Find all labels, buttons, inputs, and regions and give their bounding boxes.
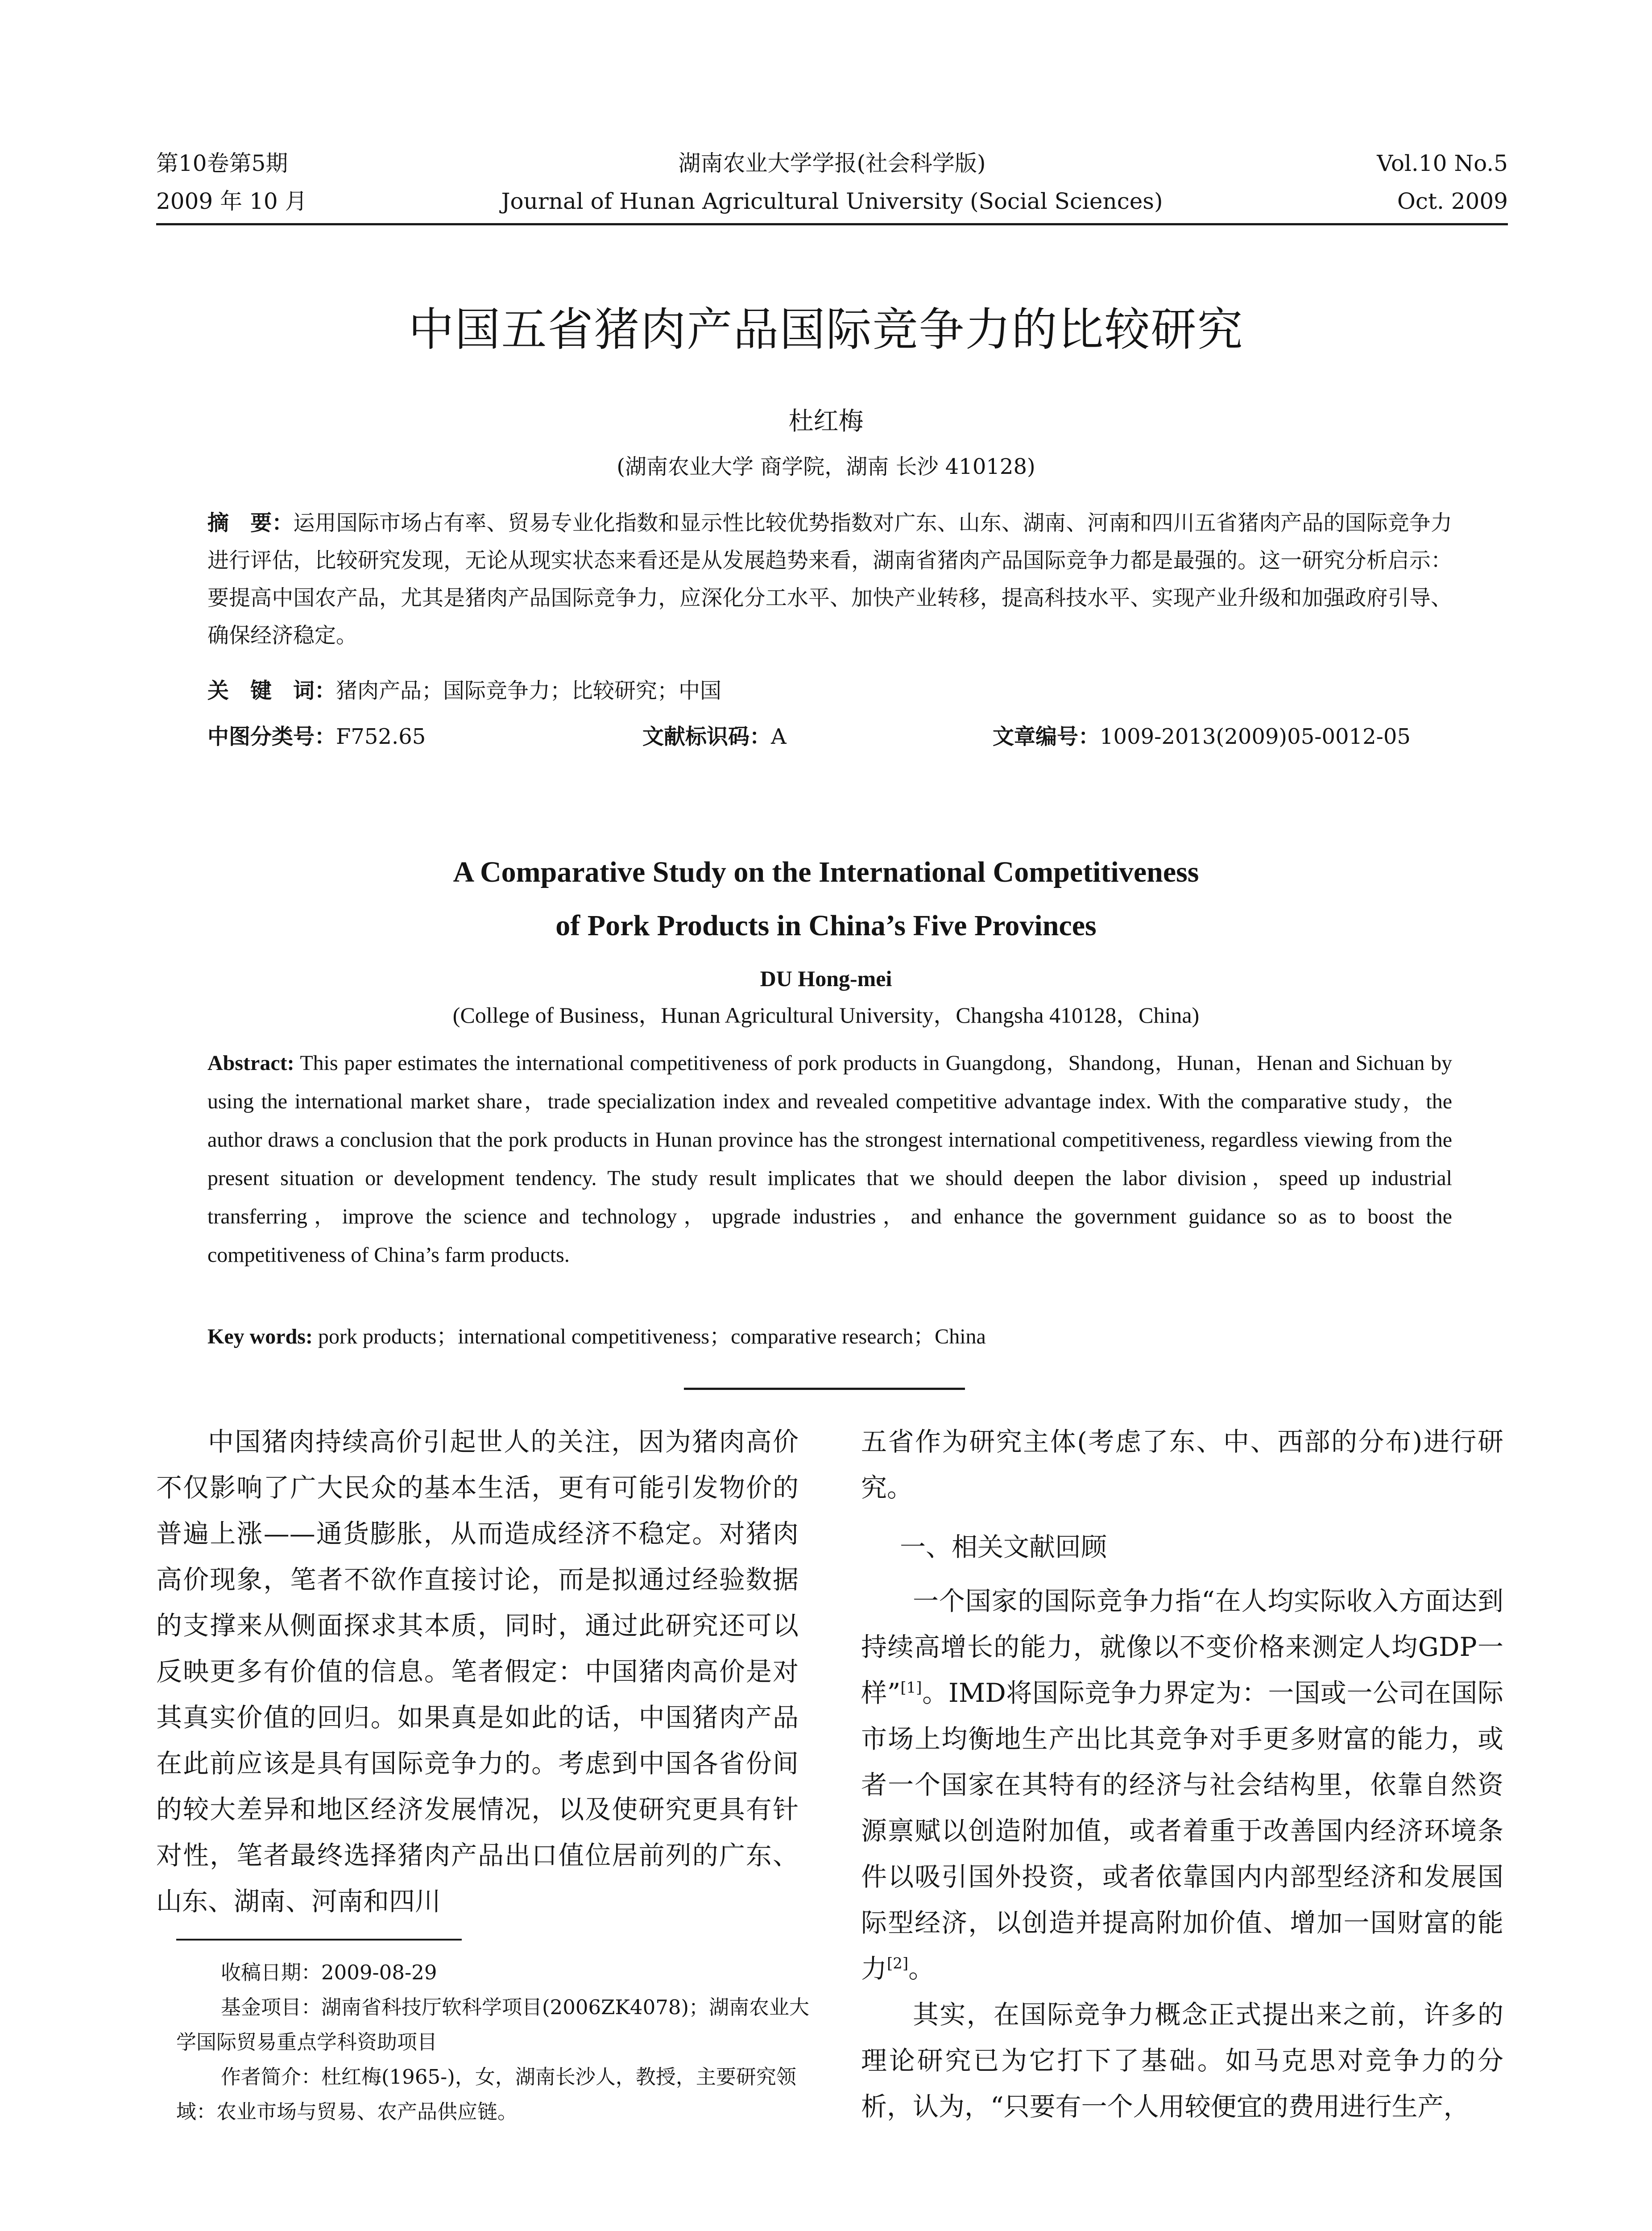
article-number-value: 1009-2013(2009)05-0012-05: [1100, 724, 1411, 749]
document-code-label: 文献标识码：: [642, 724, 771, 749]
paragraph-text-b: 。IMD将国际竞争力界定为：一国或一公司在国际市场上均衡地生产出比其竞争对手更多财富的能力，或者一个国家在其特有的经济与社会结构里，依靠自然资源禀赋以创造附加值，或者着重于改善国内经济环境条件以吸引国外投资，或者依靠国内内部型经济和发展国际型经济，以创造并提高附加价值、增加一国财富的能力: [861, 1678, 1503, 1984]
keywords-text-cn: 猪肉产品；国际竞争力；比较研究；中国: [336, 678, 722, 703]
footnote-received-date: 收稿日期：2009-08-29: [221, 1961, 437, 1984]
document-code: [642, 721, 787, 753]
abstract-text-cn: 运用国际市场占有率、贸易专业化指数和显示性比较优势指数对广东、山东、湖南、河南和四川五省猪肉产品的国际竞争力进行评估，比较研究发现，无论从现实状态来看还是从发展趋势来看，湖南省猪肉产品国际竞争力都是最强的。这一研究分析启示：要提高中国农产品，尤其是猪肉产品国际竞争力，应深化分工水平、加快产业转移，提高科技水平、实现产业升级和加强政府引导、确保经济稳定。: [207, 510, 1452, 648]
paragraph-competitiveness-definition: [861, 1578, 1503, 1992]
intro-paragraph: 中国猪肉持续高价引起世人的关注，因为猪肉高价不仅影响了广大民众的基本生活，更有可能引发物价的普遍上涨——通货膨胀，从而造成经济不稳定。对猪肉高价现象，笔者不欲作直接讨论，而是拟通过经验数据的支撑来从侧面探求其本质，同时，通过此研究还可以反映更多有价值的信息。笔者假定：中国猪肉高价是对其真实价值的回归。如果真是如此的话，中国猪肉产品在此前应该是具有国际竞争力的。考虑到中国各省份间的较大差异和地区经济发展情况，以及使研究更具有针对性，笔者最终选择猪肉产品出口值位居前列的广东、山东、湖南、河南和四川: [156, 1427, 799, 1916]
keywords-label-cn: 关 键 词：: [207, 678, 336, 703]
header-rule: [156, 223, 1508, 225]
body-left-column: [156, 1419, 799, 1924]
paragraph-text-c: 。: [908, 1953, 935, 1984]
abstract-en: [207, 1044, 1452, 1274]
document-code-value: A: [771, 724, 787, 749]
article-number-label: 文章编号：: [993, 724, 1100, 749]
abstract-cn: [207, 504, 1452, 654]
affiliation-cn: (湖南农业大学 商学院，湖南 长沙 410128): [617, 454, 1035, 479]
abstract-label-cn: 摘 要：: [207, 510, 294, 535]
intro-paragraph-continued: 五省作为研究主体(考虑了东、中、西部的分布)进行研究。: [861, 1427, 1503, 1503]
body-right-column: [861, 1419, 1503, 2130]
clc-number: [207, 721, 426, 753]
paper-title-cn: 中国五省猪肉产品国际竞争力的比较研究: [408, 303, 1244, 357]
clc-label: 中图分类号：: [207, 724, 336, 749]
paragraph-marx-analysis: 其实，在国际竞争力概念正式提出来之前，许多的理论研究已为它打下了基础。如马克思对竞争力的分析，认为，“只要有一个人用较便宜的费用进行生产，: [861, 1999, 1503, 2122]
clc-value: F752.65: [336, 724, 426, 749]
paper-title-en: [0, 846, 1652, 953]
title-en-line2: of Pork Products in China’s Five Provinces: [555, 909, 1097, 942]
citation-1: [1]: [900, 1679, 922, 1697]
affiliation-en: (College of Business，Hunan Agricultural University，Changsha 410128，China): [452, 1003, 1200, 1028]
footnote-fund: 基金项目：湖南省科技厅软科学项目(2006ZK4078)；湖南农业大学国际贸易重点学科资助项目: [176, 1995, 810, 2054]
journal-name-cn: 湖南农业大学学报(社会科学版): [678, 150, 986, 176]
keywords-label-en: Key words:: [207, 1325, 313, 1348]
author-en: DU Hong-mei: [760, 966, 892, 991]
journal-name-en: Journal of Hunan Agricultural University (Social Sciences): [501, 188, 1163, 214]
keywords-text-en: pork products；international competitiveness；comparative research；China: [318, 1325, 986, 1348]
abstract-text-en: This paper estimates the international competitiveness of pork products in Guangdong，Shandong，Hunan，Henan and Sichuan by using the international market share，trade specialization index and revealed competitive advantage index. With the comparative study，the author draws a conclusion that the pork products in Hunan province has the strongest international competitiveness, regardless viewing from the present situation or development tendency. The study result implicates that we should deepen the labor division，speed up industrial transferring，improve the science and technology，upgrade industries，and enhance the government guidance so as to boost the competitiveness of China’s farm products.: [207, 1051, 1452, 1267]
author-cn: 杜红梅: [788, 407, 864, 436]
footnotes: [176, 1955, 819, 2129]
citation-2: [2]: [887, 1954, 909, 1973]
date-cn: 2009 年 10 月: [156, 188, 307, 214]
date-en: Oct. 2009: [1397, 188, 1508, 214]
section-divider: [684, 1388, 965, 1390]
volume-issue-en: Vol.10 No.5: [1377, 150, 1508, 176]
volume-issue-cn: 第10卷第5期: [156, 150, 288, 176]
abstract-label-en: Abstract:: [207, 1051, 294, 1075]
article-number: [993, 721, 1411, 753]
section-heading-1: 一、相关文献回顾: [900, 1532, 1107, 1562]
title-en-line1: A Comparative Study on the International Competitiveness: [453, 856, 1199, 888]
keywords-en: [207, 1321, 1452, 1353]
footnote-author-bio: 作者简介：杜红梅(1965-)，女，湖南长沙人，教授，主要研究领域：农业市场与贸易、农产品供应链。: [176, 2065, 796, 2123]
paragraph-text-a: 一个国家的国际竞争力指“在人均实际收入方面达到持续高增长的能力，就像以不变价格来测定人均GDP一样”: [861, 1586, 1503, 1708]
footnote-rule: [176, 1939, 462, 1941]
keywords-cn: [207, 675, 1452, 707]
